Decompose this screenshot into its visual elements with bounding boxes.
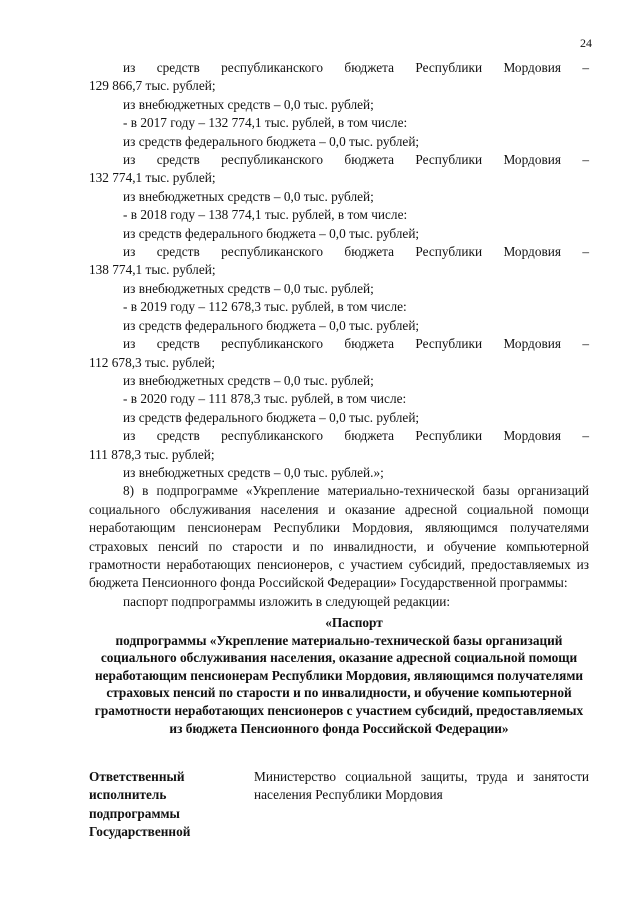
body-paragraph: из средств республиканского бюджета Республики Мордовия – [123, 60, 589, 75]
body-paragraph: из средств федерального бюджета – 0,0 тыс. рублей; [123, 409, 420, 425]
passport-heading: «Паспорт [325, 615, 383, 630]
body-paragraph: 129 866,7 тыс. рублей; [89, 78, 216, 94]
body-paragraph: - в 2019 году – 112 678,3 тыс. рублей, в том числе: [123, 299, 407, 315]
body-paragraph: из средств федерального бюджета – 0,0 тыс. рублей; [123, 317, 420, 333]
body-paragraph: из внебюджетных средств – 0,0 тыс. рублей; [123, 280, 374, 296]
body-paragraph: паспорт подпрограммы изложить в следующей редакции: [123, 593, 451, 609]
body-paragraph: из средств республиканского бюджета Республики Мордовия – [123, 336, 589, 352]
body-paragraph: - в 2020 году – 111 878,3 тыс. рублей, в том числе: [123, 391, 407, 407]
body-paragraph: из средств республиканского бюджета Республики Мордовия – [123, 152, 589, 168]
body-paragraph: из средств республиканского бюджета Республики Мордовия – [123, 428, 589, 444]
passport-table [89, 768, 589, 842]
body-paragraph: из внебюджетных средств – 0,0 тыс. рублей; [123, 96, 374, 112]
body-paragraph: 112 678,3 тыс. рублей; [89, 354, 216, 370]
body-paragraph: 132 774,1 тыс. рублей; [89, 170, 216, 186]
body-paragraph: из средств федерального бюджета – 0,0 тыс. рублей; [123, 133, 420, 149]
body-paragraph: из средств республиканского бюджета Республики Мордовия – [123, 244, 589, 260]
body-paragraph: из внебюджетных средств – 0,0 тыс. рублей; [123, 372, 374, 388]
body-paragraph: из внебюджетных средств – 0,0 тыс. рублей; [123, 188, 374, 204]
body-paragraph: 138 774,1 тыс. рублей; [89, 262, 216, 278]
body-paragraph: из средств федерального бюджета – 0,0 тыс. рублей; [123, 225, 420, 241]
body-text [89, 59, 589, 611]
passport-row-value: Министерство социальной защиты, труда и занятости населения Республики Мордовия [254, 769, 589, 803]
body-paragraph: - в 2017 году – 132 774,1 тыс. рублей, в том числе: [123, 115, 408, 131]
body-paragraph: 8) в подпрограмме «Укрепление материально-технической базы организаций социального обслуживания населения и оказание адресной социальной помощи неработающим пенсионерам Республики Мордовия, являющимся получателями страховых пенсий по старости и по инвалидности, и обучение компьютерной грамотности неработающих пенсионеров, с участием субсидий, предоставляемых из бюджета Пенсионного фонда Российской Федерации» Государственной программы: [89, 483, 589, 591]
passport-title-block [89, 614, 589, 737]
page-number: 24 [580, 36, 592, 50]
passport-row-label: Ответственный исполнитель подпрограммы Государственной [89, 769, 191, 840]
body-paragraph: - в 2018 году – 138 774,1 тыс. рублей, в том числе: [123, 207, 408, 223]
passport-subprogram-title: подпрограммы «Укрепление материально-технической базы организаций социального обслуживания населения, оказание адресной социальной помощи неработающим пенсионерам Республики Мордовия, являющимся получателями страховых пенсий по старости и по инвалидности, и обучение компьютерной грамотности неработающих пенсионеров с участием субсидий, предоставляемых из бюджета Пенсионного фонда Российской Федерации» [94, 632, 584, 736]
body-paragraph: из внебюджетных средств – 0,0 тыс. рублей.»; [123, 464, 384, 480]
body-paragraph: 111 878,3 тыс. рублей; [89, 446, 215, 462]
